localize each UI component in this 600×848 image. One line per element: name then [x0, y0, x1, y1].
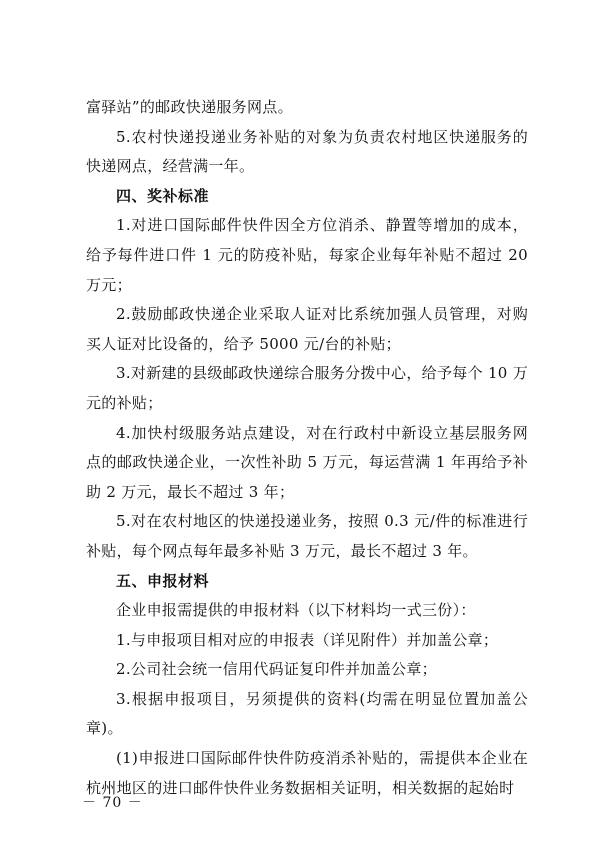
paragraph-materials-3-1: (1)申报进口国际邮件快件防疫消杀补贴的，需提供本企业在杭州地区的进口邮件快件业务数据相关证明，相关数据的起始时 — [86, 749, 528, 797]
section-heading-4: 四、奖补标准 — [116, 186, 210, 205]
paragraph-continuation: 富驿站”的邮政快递服务网点。 — [86, 98, 293, 116]
paragraph-standard-2: 2.鼓励邮政快递企业采取人证对比系统加强人员管理，对购买人证对比设备的，给予 5000 元/台的补贴； — [86, 305, 528, 353]
paragraph-materials-3: 3.根据申报项目，另须提供的资料(均需在明显位置加盖公章)。 — [86, 689, 528, 738]
paragraph-standard-1: 1.对进口国际邮件快件因全方位消杀、静置等增加的成本，给予每件进口件 1 元的防疫补贴，每家企业每年补贴不超过 20 万元； — [86, 216, 528, 294]
paragraph-standard-5: 5.对在农村地区的快递投递业务，按照 0.3 元/件的标准进行补贴，每个网点每年最多补贴 3 万元，最长不超过 3 年。 — [86, 512, 528, 560]
paragraph-materials-2: 2.公司社会统一信用代码证复印件并加盖公章； — [116, 660, 437, 679]
paragraph-standard-3: 3.对新建的县级邮政快递综合服务分拨中心，给予每个 10 万元的补贴； — [86, 364, 528, 412]
paragraph-standard-4: 4.加快村级服务站点建设，对在行政村中新设立基层服务网点的邮政快递企业，一次性补助 5 万元，每运营满 1 年再给予补助 2 万元，最长不超过 3 年； — [86, 423, 528, 501]
paragraph-materials-intro: 企业申报需提供的申报材料（以下材料均一式三份）： — [116, 601, 476, 620]
paragraph-materials-1: 1.与申报项目相对应的申报表（详见附件）并加盖公章； — [116, 630, 499, 649]
paragraph-item-5-rural-delivery: 5.农村快递投递业务补贴的对象为负责农村地区快递服务的快递网点，经营满一年。 — [86, 127, 528, 176]
section-heading-5: 五、申报材料 — [116, 571, 210, 590]
document-body — [86, 93, 528, 803]
page-number: － 70 － — [82, 795, 143, 811]
